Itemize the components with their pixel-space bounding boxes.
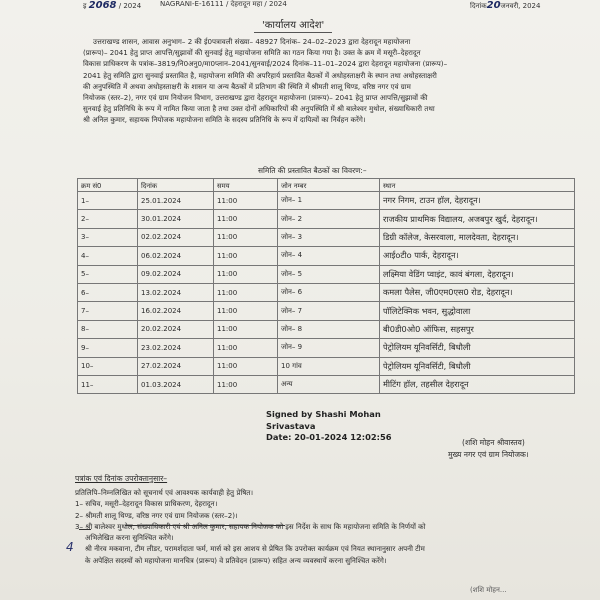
order-body <box>83 36 578 126</box>
cell-date: 25.01.2024 <box>138 192 214 210</box>
cell-time: 11:00 <box>214 247 278 265</box>
cell-zone: जोन– 2 <box>278 210 380 228</box>
cell-time: 11:00 <box>214 265 278 283</box>
table-caption: समिति की प्रस्तावित बैठकों का विवरण:– <box>258 166 367 175</box>
cell-serial: 5– <box>78 265 138 283</box>
cell-zone: जोन– 9 <box>278 339 380 357</box>
copy-line: 3– श्री बालेश्वर मुथोल, संख्याधिकारी एवं श्री अनिल कुमार, सहायक नियोजक को इस निर्देश के साथ कि महायोजना समिति के निर्णयों को <box>75 521 426 531</box>
officer-block <box>448 437 529 460</box>
cell-time: 11:00 <box>214 375 278 393</box>
cell-venue: पॉलिटेक्निक भवन, सुद्धोवाला <box>380 302 575 320</box>
cell-venue: आईoटीo पार्क, देहरादून। <box>380 247 575 265</box>
body-line: 2041 हेतु समिति द्वारा सुनवाई प्रस्तावित है, महायोजना समिति की अपरिहार्य प्रस्तावित बैठकों में अधोहस्ताक्षरी के स्थान तथा अधोहस्ताक्षरी <box>83 70 437 80</box>
order-date <box>470 0 540 11</box>
reference-number: / 2024 <box>118 2 142 10</box>
copy-line: के अपेक्षित सदस्यों को महायोजना मानचित्र (प्रारूप) वे प्रतिवेदन (प्रारूप) सहित अन्य व्यवस्थायें करना सुनिश्चित करेंगे। <box>85 555 387 565</box>
table-row <box>78 320 575 338</box>
cell-date: 06.02.2024 <box>138 247 214 265</box>
date-day-handwritten: 20 <box>486 0 501 11</box>
copy-heading: पत्रांक एवं दिनांक उपरोक्तानुसार– <box>75 474 168 483</box>
cell-venue: बी0डी0ओ0 ऑफिस, सहसपुर <box>380 320 575 338</box>
cell-time: 11:00 <box>214 320 278 338</box>
cell-zone: जोन– 3 <box>278 228 380 246</box>
table-row <box>78 228 575 246</box>
copy-line: प्रतिलिपि–निम्नलिखित को सूचनार्थ एवं आवश्यक कार्यवाही हेतु प्रेषित। <box>75 488 254 497</box>
copy-line: अभिलेखित करना सुनिश्चित करेंगे। <box>85 533 174 543</box>
table-row <box>78 302 575 320</box>
table-row <box>78 283 575 301</box>
reference-prefix: इ <box>83 2 87 10</box>
body-line: (प्रारूप)– 2041 हेतु प्राप्त आपत्ति/सुझावों की सुनवाई हेतु महायोजना समिति का गठन किया गया है। उक्त के क्रम में मसूरी–देहरादून <box>83 48 421 58</box>
reference-line <box>83 0 141 11</box>
cell-venue: राजकीय प्राथमिक विद्यालय, अजबपुर खुर्द, देहरादून। <box>380 210 575 228</box>
signature-line-1: Signed by Shashi Mohan <box>266 409 381 419</box>
cell-serial: 7– <box>78 302 138 320</box>
header-date: दिनांक <box>138 179 214 192</box>
cell-date: 01.03.2024 <box>138 375 214 393</box>
cell-serial: 11– <box>78 375 138 393</box>
cell-venue: लक्ष्मिया वेडिंग प्वाइंट, कावं बंगला, देहरादून। <box>380 265 575 283</box>
digital-signature-block <box>266 409 392 444</box>
cell-time: 11:00 <box>214 228 278 246</box>
copy-line: 1– सचिव, मसूरी–देहरादून विकास प्राधिकरण, देहरादून। <box>75 499 218 509</box>
cell-serial: 2– <box>78 210 138 228</box>
cell-date: 30.01.2024 <box>138 210 214 228</box>
body-line: की अनुपस्थिति में अथवा अधोहस्ताक्षरी के शासन या अन्य बैठकों में प्रतिभाग की स्थिति में श्रीमती शालू थिण्ड, वरिष्ठ नगर एवं ग्राम <box>83 81 411 91</box>
cell-serial: 8– <box>78 320 138 338</box>
signature-line-2: Srivastava <box>266 420 316 431</box>
cell-serial: 4– <box>78 247 138 265</box>
header-time: समय <box>214 179 278 192</box>
meeting-schedule-table <box>77 178 575 394</box>
cell-time: 11:00 <box>214 339 278 357</box>
cell-zone: जोन– 6 <box>278 283 380 301</box>
cell-zone: जोन– 4 <box>278 247 380 265</box>
cell-zone: 10 गांव <box>278 357 380 375</box>
cell-venue: पेट्रोलियम यूनिवर्सिटी, बिधौली <box>380 357 575 375</box>
table-header-row <box>78 179 575 192</box>
body-line: श्री अनिल कुमार, सहायक नियोजक महायोजना समिति के सदस्य प्रतिनिधि के रूप में दायित्वों का निर्वहन करेंगे। <box>83 115 366 125</box>
cell-serial: 1– <box>78 192 138 210</box>
table-row <box>78 265 575 283</box>
signature-date: Date: 20-01-2024 12:02:56 <box>266 432 392 442</box>
copy-line: श्री नीरव मकवाना, टीम लीडर, परामर्शदाता फर्म, मार्स को इस आशय से प्रेषित कि उपरोक्त कार्यक्रम एवं नियत स्थानानुसार अपनी टीम <box>85 544 425 554</box>
office-address: NAGRANI-E-16111 / देहरादून महा / 2024 <box>160 0 287 8</box>
cell-time: 11:00 <box>214 210 278 228</box>
header-zone: जोन नम्बर <box>278 179 380 192</box>
table-row <box>78 357 575 375</box>
header-venue: स्थान <box>380 179 575 192</box>
cell-time: 11:00 <box>214 192 278 210</box>
cell-zone: जोन– 8 <box>278 320 380 338</box>
cell-venue: पेट्रोलियम यूनिवर्सिटी, बिधौली <box>380 339 575 357</box>
document-title: 'कार्यालय आदेश' <box>254 16 332 33</box>
cell-zone: जोन– 5 <box>278 265 380 283</box>
cell-zone: अन्य <box>278 375 380 393</box>
cell-serial: 10– <box>78 357 138 375</box>
table-row <box>78 210 575 228</box>
body-line: उत्तराखण्ड शासन, आवास अनुभाग– 2 की ई0पत्रावली संख्या– 48927 दिनांक– 24–02–2023 द्वारा देहरादून महायोजना <box>93 37 411 46</box>
cell-date: 20.02.2024 <box>138 320 214 338</box>
cell-date: 02.02.2024 <box>138 228 214 246</box>
cell-date: 16.02.2024 <box>138 302 214 320</box>
cell-venue: डिग्री कॉलेज, केसरवाला, मालदेवता, देहरादून। <box>380 228 575 246</box>
body-line: नियोजक (स्तर–2), नगर एवं ग्राम नियोजन विभाग, उत्तराखण्ड द्वारा देहरादून महायोजना (प्रारूप)– 2041 हेतु प्राप्त आपत्ति/सुझावों की <box>83 93 428 103</box>
cell-date: 27.02.2024 <box>138 357 214 375</box>
table-row <box>78 247 575 265</box>
date-prefix: दिनांक <box>470 2 487 10</box>
cell-zone: जोन– 7 <box>278 302 380 320</box>
cell-serial: 9– <box>78 339 138 357</box>
officer-name: (शशि मोहन श्रीवास्तव) <box>462 438 525 447</box>
handwritten-item-number: 4 <box>66 540 74 554</box>
bottom-signature-stamp: (शशि मोहन... <box>470 586 507 594</box>
table-row <box>78 192 575 210</box>
cell-zone: जोन– 1 <box>278 192 380 210</box>
cell-time: 11:00 <box>214 302 278 320</box>
cell-date: 13.02.2024 <box>138 283 214 301</box>
cell-venue: मीटिंग हॉल, तहसील देहरादून <box>380 375 575 393</box>
table-row <box>78 375 575 393</box>
cell-serial: 6– <box>78 283 138 301</box>
cell-date: 09.02.2024 <box>138 265 214 283</box>
reference-number-handwritten: 2068 <box>88 0 117 11</box>
cell-venue: कमला पैलेस, जी0एम0एस0 रोड, देहरादून। <box>380 283 575 301</box>
copy-line: 2– श्रीमती शालू थिण्ड, वरिष्ठ नगर एवं ग्राम नियोजक (स्तर–2)। <box>75 510 238 520</box>
body-line: सुनवाई हेतु प्रतिनिधि के रूप में नामित किया जाता है तथा उक्त दोनों अधिकारियों की अनुपस्थिति में श्री बालेश्वर मुथोल, संख्याधिकारी तथा <box>83 104 435 114</box>
pen-strike-mark <box>125 525 285 526</box>
cell-serial: 3– <box>78 228 138 246</box>
cell-time: 11:00 <box>214 283 278 301</box>
cell-venue: नगर निगम, टाउन हॉल, देहरादून। <box>380 192 575 210</box>
copy-distribution-list <box>75 487 585 566</box>
header-serial: क्रम सं0 <box>78 179 138 192</box>
cell-time: 11:00 <box>214 357 278 375</box>
body-line: विकास प्राधिकरण के पत्रांक–3819/नि0अनु0/मा0प्लान–2041/सुनवाई/2024 दिनांक–11–01–2024 द्वारा देहरादून महायोजना (प्रारूप)– <box>83 59 448 69</box>
officer-designation: मुख्य नगर एवं ग्राम नियोजक। <box>448 449 529 459</box>
cell-date: 23.02.2024 <box>138 339 214 357</box>
table-row <box>78 339 575 357</box>
date-suffix: जनवरी, 2024 <box>500 2 541 10</box>
pen-strike-mark <box>79 529 91 530</box>
